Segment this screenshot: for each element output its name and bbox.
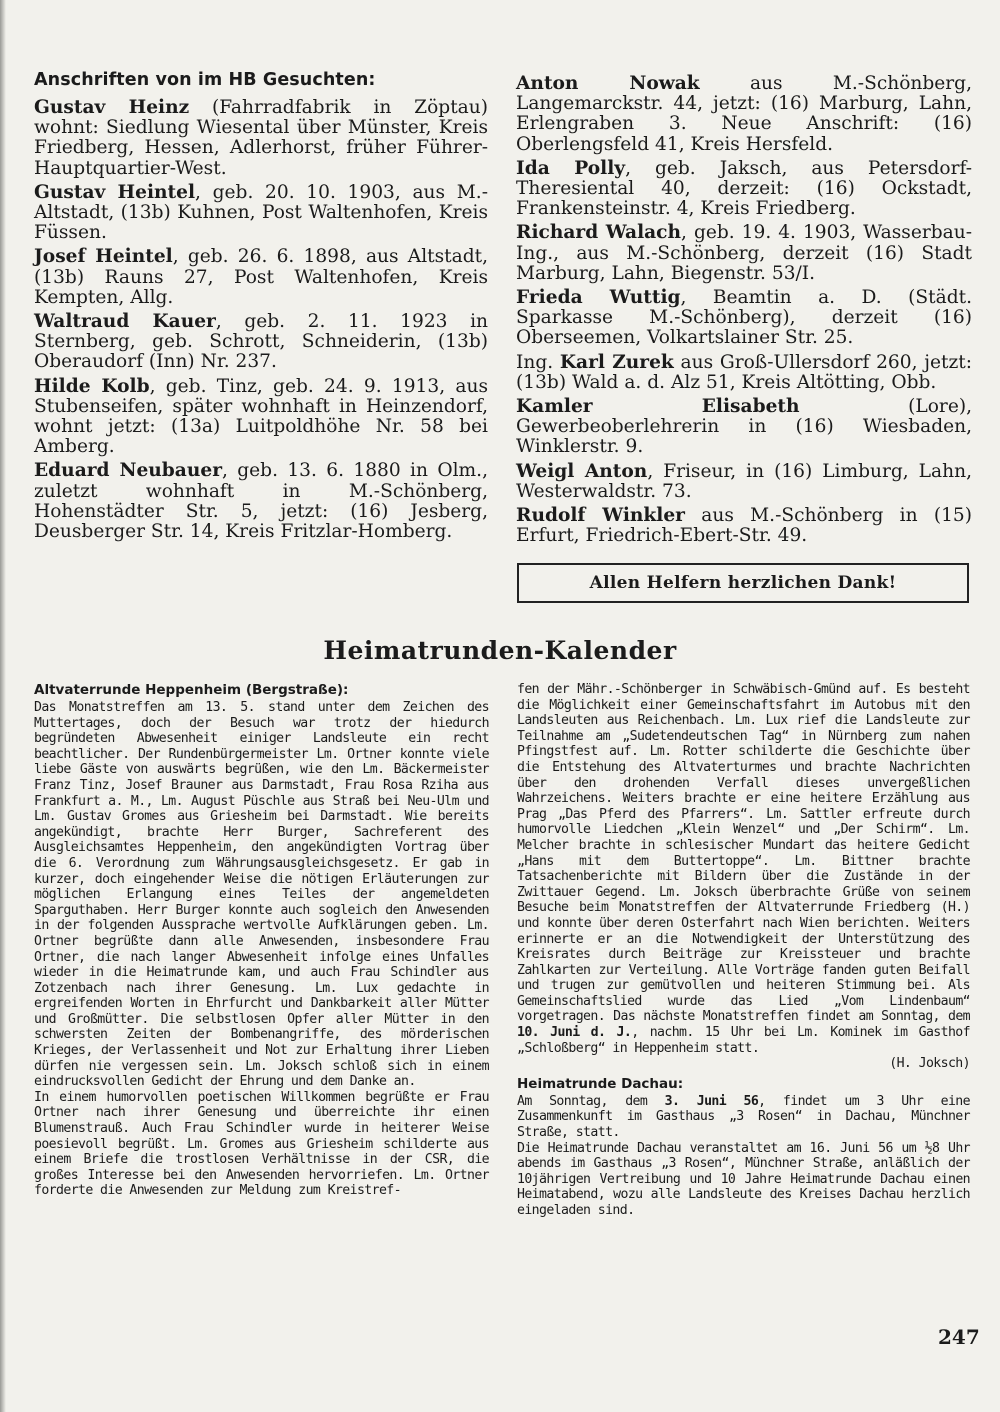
thanks-box — [517, 563, 969, 603]
section-heading-heppenheim: Altvaterrunde Heppenheim (Bergstraße): — [34, 682, 349, 698]
calendar-title: Heimatrunden-Kalender — [323, 636, 677, 665]
author-signature: (H. Joksch) — [889, 1056, 970, 1072]
person-name: Weigl Anton — [516, 460, 648, 482]
address-entry — [516, 397, 972, 458]
paragraph — [517, 1094, 970, 1141]
person-name: Waltraud Kauer — [34, 311, 216, 333]
address-text: (Fahrradfabrik in Zöptau) wohnt: Siedlung Wiesental über Münster, Kreis Friedberg, Hessen, Adlerhorst, früher Führer-Hauptquartier-West. — [34, 97, 488, 179]
person-name: Rudolf Winkler — [516, 505, 685, 527]
address-entry — [516, 506, 972, 546]
person-name: Gustav Heintel — [34, 181, 196, 203]
thanks-text: Allen Helfern herzlichen Dank! — [589, 573, 897, 593]
addresses-left-column — [34, 70, 488, 546]
address-entry — [516, 74, 972, 155]
address-entry — [516, 288, 972, 349]
paragraph: In einem humorvollen poetischen Willkommen begrüßte er Frau Ortner nach ihrer Genesung und überreichte ihr einen Blumenstrauß. Auch Frau Schindler wurde in heiterer Weise poesievoll begrüßt. Lm. Gromes aus Griesheim schilderte aus einem Briefe die trostlosen Verhältnisse in der CSR, die großes Interesse bei den Anwesenden hervorriefen. Lm. Ortner forderte die Anwesenden zur Meldung zum Kreistref- — [34, 1089, 489, 1199]
paragraph — [517, 682, 970, 1056]
paragraph: Das Monatstreffen am 13. 5. stand unter dem Zeichen des Muttertages, doch der Besuch war trotz der hiedurch begründeten Abwesenheit einiger Landsleute ein recht beachtlicher. Der Rundenbürgermeister Lm. Ortner konnte viele liebe Gäste von auswärts begrüßen, wie den Lm. Bäckermeister Franz Tinz, Josef Brauner aus Darmstadt, Frau Rosa Rziha aus Frankfurt a. M., Lm. August Püschle aus Straß bei Neu-Ulm und Lm. Gustav Gromes aus Griesheim bei Darmstadt. Wie bereits angekündigt, brachte Herr Burger, Sachreferent des Ausgleichsamtes Heppenheim, den angekündigten Vortrag über die 6. Verordnung zum Währungsausgleichsgesetz. Er gab in kurzer, doch eingehender Weise die nötigen Erläuterungen zur möglichen Erlangung eines Teiles der angemeldeten Sparguthaben. Herr Burger konnte auch sogleich den Anwesenden in der folgenden Aussprache wertvolle Aufklärungen geben. Lm. Ortner begrüßte dann alle Anwesenden, insbesondere Frau Ortner, die nach langer Abwesenheit infolge eines Unfalles wieder in die Heimatrunde kam, und auch Frau Schindler aus Zotzenbach nach ihrer Genesung. Lm. Lux gedachte in ergreifenden Worten in Ehrfurcht und Dankbarkeit aller Mütter und Großmütter. Die selbstlosen Opfer aller Mütter in den schwersten Zeiten der Bombenangriffe, des mörderischen Krieges, der Verlassenheit und Not zur Erhaltung ihrer Lieben dürfen nie vergessen sein. Lm. Joksch schloß sich in einem eindrucksvollen Gedicht der Ehrung und dem Danke an. — [34, 700, 489, 1090]
paragraph: Die Heimatrunde Dachau veranstaltet am 16. Juni 56 um ½8 Uhr abends im Gasthaus „3 Rosen“, Münchner Straße, anläßlich der 10jährigen Vertreibung und 10 Jahre Heimatrunde Dachau einen Heimatabend, wozu alle Landsleute des Kreises Dachau herzlich eingeladen sind. — [517, 1140, 970, 1218]
address-text: , geb. 13. 6. 1880 in Olm., zuletzt wohnhaft in M.-Schönberg, Hohenstädter Str. 5, jetzt: (16) Jesberg, Deusberger Str. 14, Kreis Fritzlar-Homberg. — [34, 460, 488, 543]
address-entry — [34, 183, 488, 244]
dachau-report — [517, 1094, 970, 1219]
person-name: Kamler Elisabeth — [516, 396, 800, 418]
addresses-heading: Anschriften von im HB Gesuchten: — [34, 70, 376, 90]
address-text: , geb. 19. 4. 1903, Wasserbau-Ing., aus M.-Schönberg, derzeit (16) Stadt Marburg, Lahn, Biegenstr. 53/I. — [516, 222, 972, 284]
address-text: aus M.-Schönberg, Langemarckstr. 44, jetzt: (16) Marburg, Lahn, Erlengraben 3. Neue Anschrift: (16) Oberlengsfeld 41, Kreis Hersfeld. — [516, 73, 972, 155]
address-entry — [34, 377, 488, 458]
person-name: Richard Walach — [516, 222, 682, 244]
address-entry — [34, 247, 488, 308]
person-name: Ida Polly — [516, 157, 626, 179]
page-number: 247 — [938, 1325, 980, 1349]
address-text: , geb. 2. 11. 1923 in Sternberg, geb. Schrott, Schneiderin, (13b) Oberaudorf (Inn) Nr. 237. — [34, 311, 489, 373]
person-name: Anton Nowak — [516, 73, 700, 94]
person-name: Hilde Kolb — [34, 375, 150, 397]
address-entry — [516, 159, 972, 220]
address-text: , geb. Tinz, geb. 24. 9. 1913, aus Stubenseifen, später wohnhaft in Heinzendorf, wohnt jetzt: (13a) Luitpoldhöhe Nr. 58 bei Amberg. — [34, 375, 488, 458]
address-text: , geb. 20. 10. 1903, aus M.-Altstadt, (13b) Kuhnen, Post Waltenhofen, Kreis Füssen. — [34, 181, 488, 244]
person-name: Gustav Heinz — [34, 97, 190, 118]
person-name: Josef Heintel — [34, 246, 173, 268]
address-entry — [34, 461, 488, 542]
meeting-date: 10. Juni d. J. — [517, 1025, 632, 1041]
address-entry — [34, 312, 488, 373]
address-text: aus Groß-Ullersdorf 260, jetzt: (13b) Wald a. d. Alz 51, Kreis Altötting, Obb. — [516, 351, 972, 393]
address-entry — [516, 353, 972, 393]
text-run: Am Sonntag, dem — [517, 1093, 665, 1109]
address-text: , Friseur, in (16) Limburg, Lahn, Westerwaldstr. 73. — [516, 460, 972, 502]
addresses-left-list — [34, 98, 488, 542]
heppenheim-report-left — [34, 700, 489, 1199]
address-text: , geb. 26. 6. 1898, aus Altstadt, (13b) Rauns 27, Post Waltenhofen, Kreis Kempten, Allg. — [34, 246, 488, 308]
addresses-right-column — [516, 74, 972, 550]
address-text: , geb. Jaksch, aus Petersdorf-Theresiental 40, derzeit: (16) Ockstadt, Frankensteinstr. 4, Kreis Friedberg. — [516, 157, 972, 220]
address-entry — [516, 223, 972, 284]
section-heading-dachau: Heimatrunde Dachau: — [517, 1075, 684, 1092]
address-text: , Beamtin a. D. (Städt. Sparkasse M.-Schönberg), derzeit (16) Oberseemen, Volkartslainer Str. 25. — [516, 287, 972, 349]
person-name: Frieda Wuttig — [516, 287, 681, 309]
address-entry — [34, 98, 488, 179]
text-run: fen der Mähr.-Schönberger in Schwäbisch-Gmünd auf. Es besteht die Möglichkeit einer Gemeinschaftsfahrt im Autobus mit den Landsleuten aus Reichenbach. Lm. Lux rief die Landsleute zur Teilnahme am „Sudetendeutschen Tag“ in Nürnberg zum nahen Pfingstfest auf. Lm. Rotter schilderte die Geschichte über die Entstehung des Altvaterturmes und brachte Nachrichten über den drohenden Verfall dieses unvergeßlichen Wahrzeichens. Weiters brachte er eine heitere Erzählung aus Prag „Das Pferd des Pfarrers“. Lm. Sattler erfreute durch humorvolle Liedchen „Klein Wenzel“ und „Der Schirm“. Lm. Melcher brachte in schlesischer Mundart das heitere Gedicht „Hans mit dem Buttertoppe“. Lm. Bittner brachte Tatsachenberichte mit Bildern über die Zustände in der Zwittauer Gegend. Lm. Joksch überbrachte Grüße von seinem Besuche beim Monatstreffen der Altvaterrunde Friedberg (H.) und konnte über deren Osterfahrt nach Wien berichten. Weiters erinnerte er an die Notwendigkeit der Unterstützung des Kreisrates durch Beiträge zur Kreissteuer und brachte Zahlkarten zur Verteilung. Alle Vorträge fanden guten Beifall und trugen zur gemütvollen und heiteren Stimmung bei. Als Gemeinschaftslied wurde das Lied „Vom Lindenbaum“ vorgetragen. Das nächste Monatstreffen findet am Sonntag, dem — [517, 682, 970, 1025]
calendar-left-column — [34, 682, 489, 1199]
meeting-date: 3. Juni 56 — [664, 1093, 759, 1109]
address-text: (Lore), Gewerbeoberlehrerin in (16) Wiesbaden, Winklerstr. 9. — [516, 396, 972, 458]
address-entry — [516, 462, 972, 502]
heppenheim-report-right — [517, 682, 970, 1072]
person-name: Karl Zurek — [559, 351, 674, 373]
address-text: aus M.-Schönberg in (15) Erfurt, Friedrich-Ebert-Str. 49. — [516, 505, 972, 547]
text-run: , findet um 3 Uhr eine Zusammenkunft im Gasthaus „3 Rosen“ in Dachau, Münchner Straße, statt. — [517, 1093, 970, 1141]
page-binding-shadow — [0, 0, 6, 1412]
name-prefix: Ing. — [516, 351, 560, 373]
calendar-right-column — [517, 682, 970, 1219]
person-name: Eduard Neubauer — [34, 460, 222, 482]
text-run: , nachm. 15 Uhr bei Lm. Kominek im Gasthof „Schloßberg“ in Heppenheim statt. — [517, 1025, 970, 1056]
